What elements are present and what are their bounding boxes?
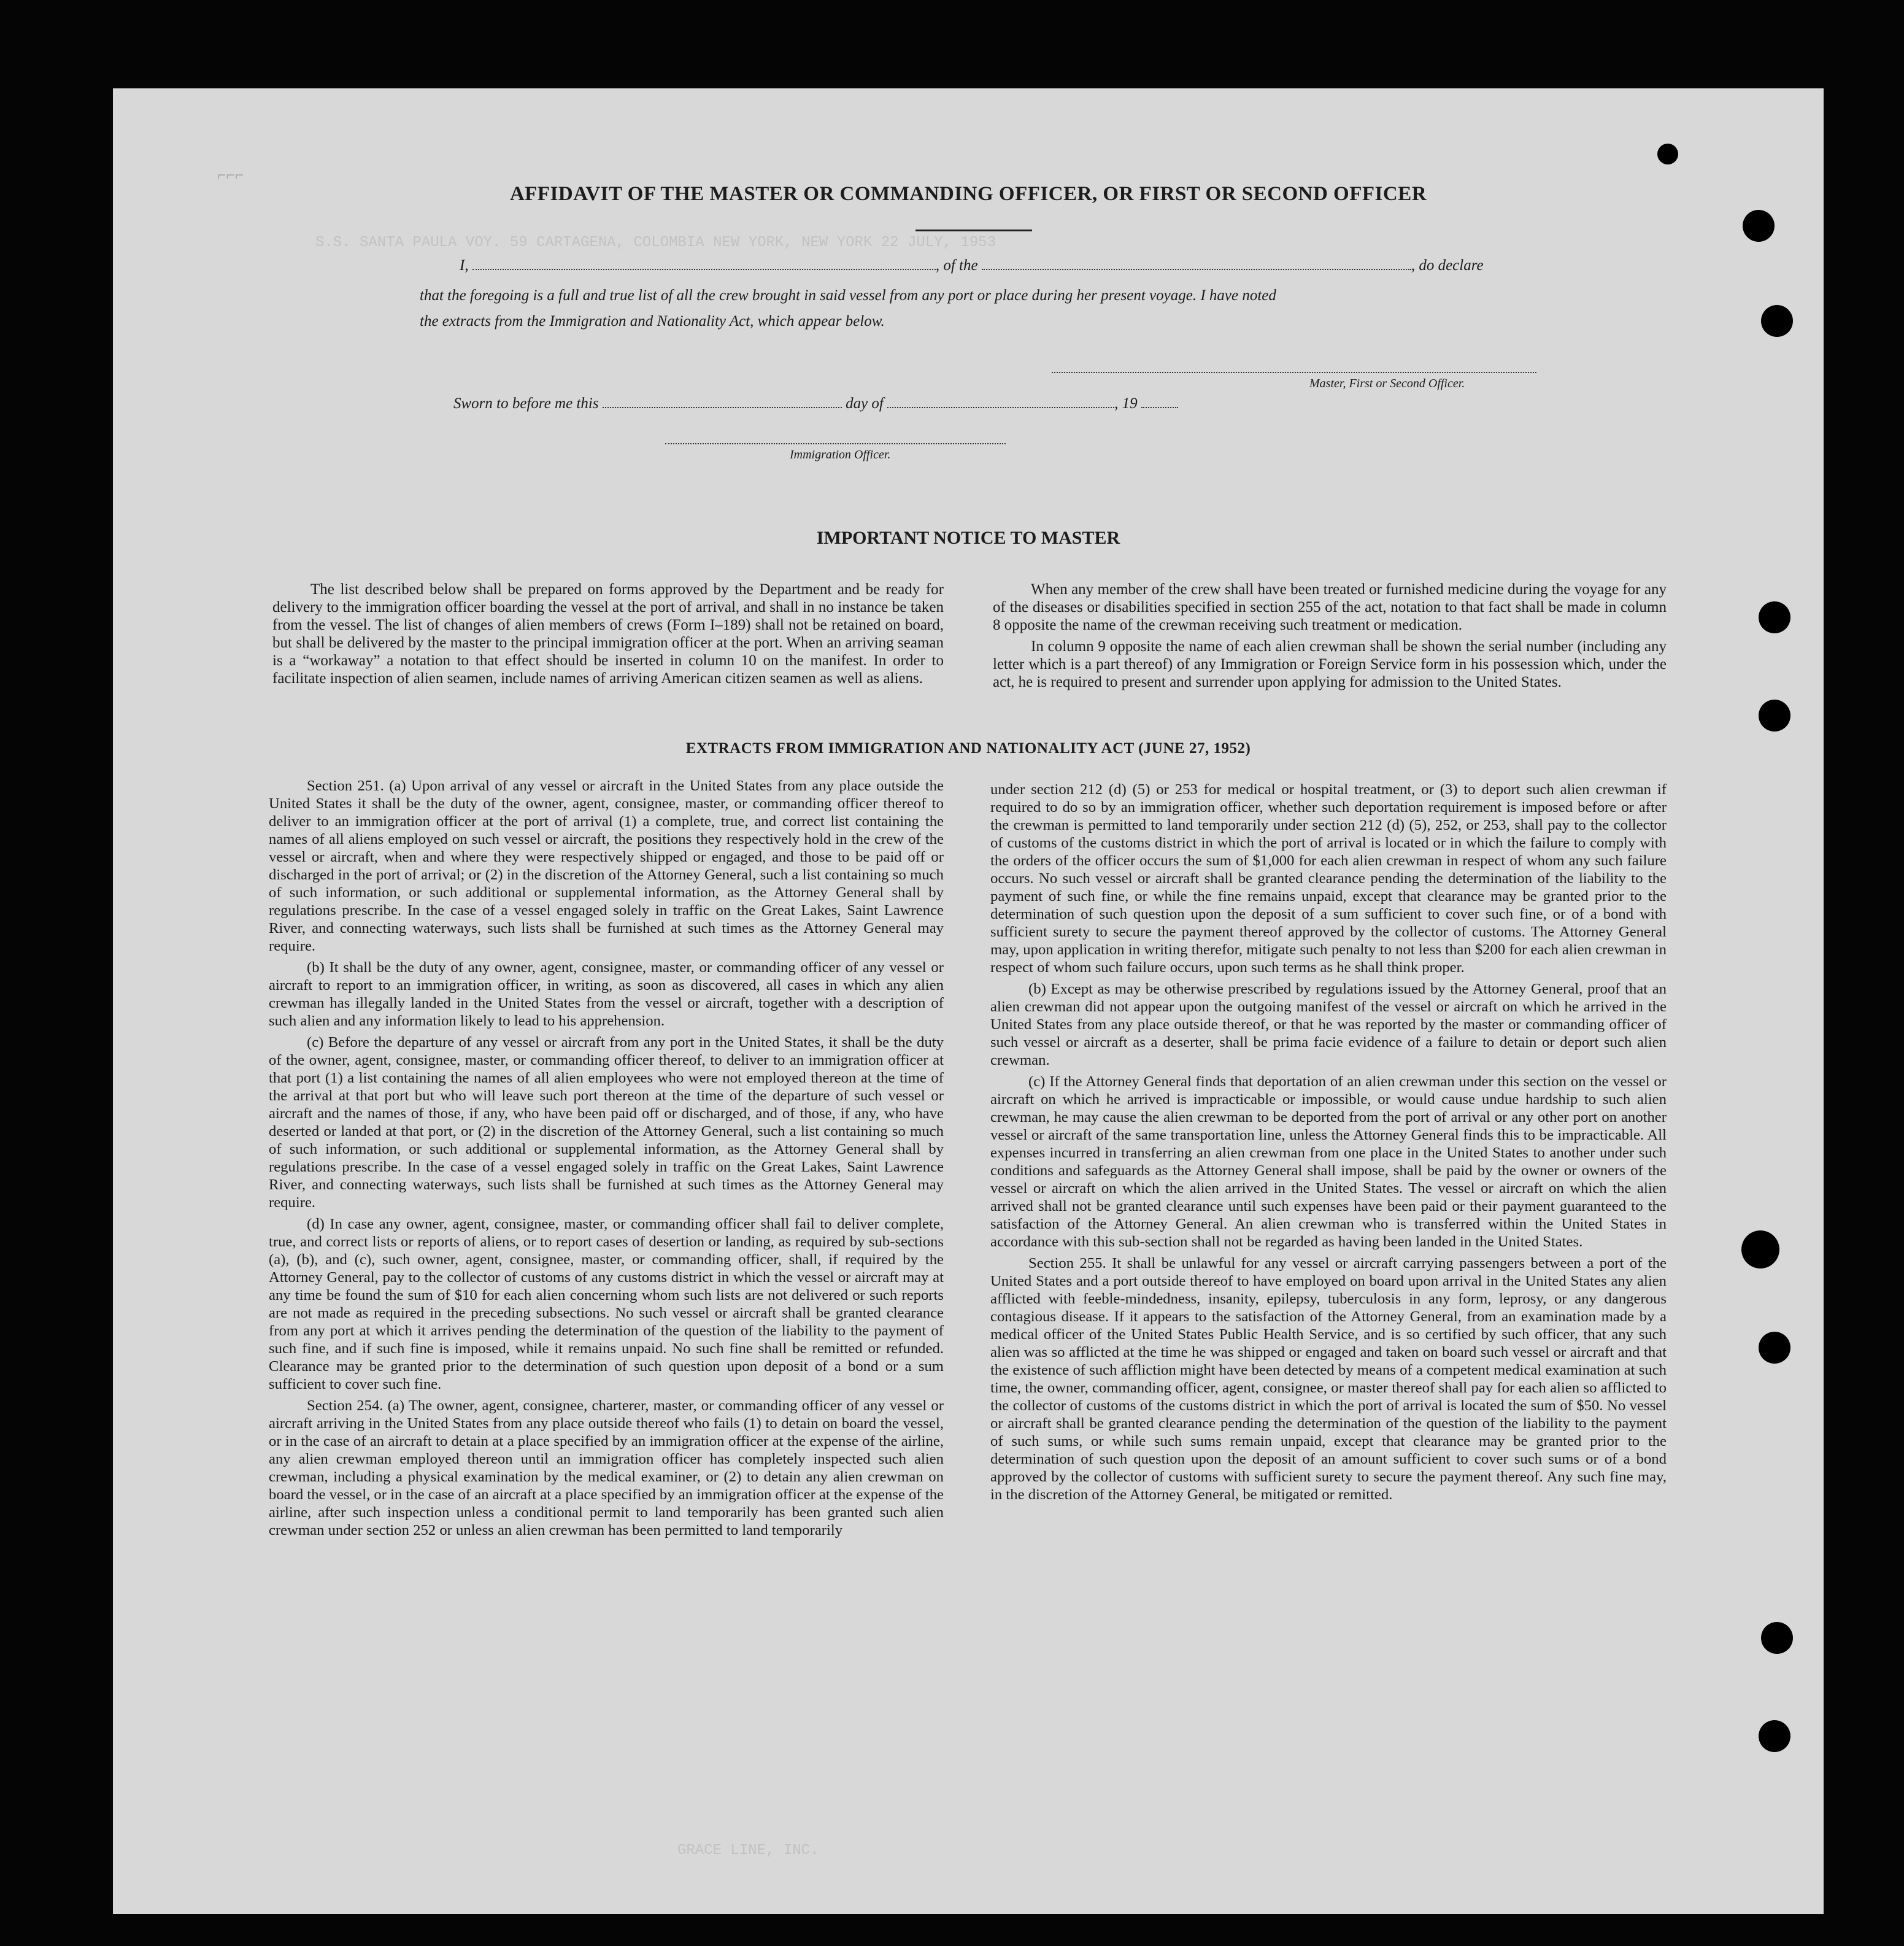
binder-hole: [1657, 144, 1678, 164]
officer-caption: Immigration Officer.: [790, 448, 891, 461]
margin-mark: ⌐⌐⌐: [217, 168, 244, 185]
sworn-line: [453, 395, 1178, 412]
extracts-left-column: [269, 777, 944, 1543]
sworn-day-field: [603, 396, 842, 408]
name-field: [472, 258, 936, 270]
officer-signature-line: [665, 443, 1006, 444]
section-254-c: (c) If the Attorney General finds that deportation of an alien crewman under this section on the vessel or aircraft on which he arrived is impracticable or impossible, or would cause undue hardship to such alien crewman, he may cause the alien crewman to be deported from the port of arrival or any other port on another vessel or aircraft of the same transportation line, unless the Attorney General finds this to be impracticable. All expenses incurred in transferring an alien crewman from one place in the United States to another under such conditions and safeguards as the Attorney General shall impose, shall be paid by the owner or owners of the vessel or aircraft on which the alien arrived in the United States. The vessel or aircraft on which the alien arrived shall not be granted clearance until such expenses have been paid or their payment guaranteed to the satisfaction of the Attorney General. An alien crewman who is transferred within the United States in accordance with this sub-section shall not be regarded as having been landed in the United States.: [990, 1073, 1667, 1250]
sworn-year-field: [1141, 396, 1178, 408]
of-the-label: , of the: [935, 257, 978, 274]
sworn-month-field: [887, 396, 1114, 408]
binder-hole: [1761, 1622, 1793, 1654]
binder-hole: [1759, 1720, 1790, 1752]
section-251-d: (d) In case any owner, agent, consignee, master, or commanding officer shall fail to deliver complete, true, and correct lists or reports of aliens, or to report cases of desertion or landing, as required by sub-sections (a), (b), and (c), such owner, agent, consignee, master, or commanding officer, shall, if required by the Attorney General, pay to the collector of customs of any customs district in which the vessel or aircraft may at any time be found the sum of $10 for each alien concerning whom such lists are not delivered or such reports are not made as required in the preceding subsections. No such vessel or aircraft shall be granted clearance from any port at which it arrives pending the determination of the question of the liability to the payment of such fine, and if such fine is imposed, while it remains unpaid. No such fine shall be remitted or refunded. Clearance may be granted prior to the determination of such question upon deposit of a bond or a sum sufficient to cover such fine.: [269, 1216, 944, 1392]
notice-right-paragraph-2: In column 9 opposite the name of each alien crewman shall be shown the serial number (including any letter which is a part thereof) of any Immigration or Foreign Service form in his possession which, under the act, he is required to present and surrender upon applying for admission to the United States.: [993, 638, 1667, 690]
section-251-c: (c) Before the departure of any vessel or aircraft from any port in the United States, it shall be the duty of the owner, agent, consignee, master, or commanding officer thereof, to deliver to an immigration officer at that port (1) a list containing the names of all alien employees who were not employed thereon at the time of the arrival at that port but who will leave such port thereon at the time of the departure of such vessel or aircraft and the names of those, if any, who have been paid off or discharged, and of those, if any, who have deserted or landed at that port, or (2) in the discretion of the Attorney General, such a list containing so much of such information, or such additional or supplemental information, as the Attorney General shall by regulations prescribe. In the case of a vessel engaged solely in traffic on the Great Lakes, Saint Lawrence River, and connecting waterways, such lists shall be furnished at such times as the Attorney General may require.: [269, 1034, 944, 1211]
declaration-text-2: the extracts from the Immigration and Nationality Act, which appear below.: [420, 313, 885, 330]
affidavit-title: AFFIDAVIT OF THE MASTER OR COMMANDING OFFICER, OR FIRST OR SECOND OFFICER: [509, 183, 1427, 205]
declaration-line: [460, 257, 1484, 274]
i-label: I,: [460, 257, 469, 274]
master-caption: Master, First or Second Officer.: [1309, 377, 1465, 390]
vessel-field: [982, 258, 1411, 270]
day-of-label: day of: [846, 395, 884, 412]
sworn-label: Sworn to before me this: [453, 395, 599, 412]
notice-right-paragraph-1: When any member of the crew shall have been treated or furnished medicine during the voyage for any of the diseases or disabilities specified in section 255 of the act, notation to that fact shall be made in column 8 opposite the name of the crewman receiving such treatment or medication.: [993, 581, 1667, 633]
notice-right-column: [993, 581, 1667, 695]
section-255: Section 255. It shall be unlawful for any vessel or aircraft carrying passengers between a port of the United States and a port outside thereof to have employed on board upon arrival in the United States any alien afflicted with feeble-mindedness, insanity, epilepsy, tuberculosis in any form, leprosy, or any dangerous contagious disease. If it appears to the satisfaction of the Attorney General, from an examination made by a medical officer of the United States Public Health Service, and is so certified by such officer, that any such alien was so afflicted at the time he was shipped or engaged and taken on board such vessel or aircraft and that the existence of such affliction might have been detected by means of a competent medical examination at such time, the owner, commanding officer, agent, consignee, or master thereof shall pay for each alien so afflicted to the collector of customs of the customs district in which the port of arrival is located the sum of $50. No vessel or aircraft shall be granted clearance pending the determination of the question of the liability to the payment of such sums, or while such sums remain unpaid, except that clearance may be granted prior to the determination of such question upon the deposit of an amount sufficient to cover such sums or of a bond approved by the collector of customs with sufficient surety to secure the payment thereof. Any such fine may, in the discretion of the Attorney General, be mitigated or remitted.: [990, 1255, 1667, 1503]
binder-hole: [1741, 1230, 1779, 1268]
notice-left-column: [272, 581, 944, 691]
binder-hole: [1759, 700, 1790, 732]
binder-hole: [1759, 1332, 1790, 1364]
bleedthrough-footer: GRACE LINE, INC.: [677, 1842, 819, 1859]
extracts-right-column: [990, 781, 1667, 1507]
binder-hole: [1743, 210, 1775, 242]
section-251-b: (b) It shall be the duty of any owner, agent, consignee, master, or commanding officer of any vessel or aircraft to report to an immigration officer, in writing, as soon as discovered, all cases in which any alien crewman has illegally landed in the United States from the vessel or aircraft, together with a description of such alien and any information likely to lead to his apprehension.: [269, 959, 944, 1029]
section-251-a: Section 251. (a) Upon arrival of any vessel or aircraft in the United States from any place outside the United States it shall be the duty of the owner, agent, consignee, master, or commanding officer thereof to deliver to an immigration officer at the port of arrival (1) a complete, true, and correct list containing the names of all aliens employed on such vessel or aircraft, the positions they respectively hold in the crew of the vessel or aircraft, when and where they were respectively shipped or engaged, and those to be paid off or discharged in the port of arrival; or (2) in the discretion of the Attorney General, such a list containing so much of such information, or such additional or supplemental information, as the Attorney General shall by regulations prescribe. In the case of a vessel engaged solely in traffic on the Great Lakes, Saint Lawrence River, and connecting waterways, such lists shall be furnished at such times as the Attorney General may require.: [269, 778, 944, 954]
document-page: [113, 88, 1824, 1914]
notice-left-paragraph: The list described below shall be prepared on forms approved by the Department and be ready for delivery to the immigration officer boarding the vessel at the port of arrival, and shall in no instance be taken from the vessel. The list of changes of alien members of crews (Form I–189) shall not be retained on board, but shall be delivered by the master to the principal immigration officer at the port. When an arriving seaman is a “workaway” a notation to that effect should be inserted in column 10 on the manifest. In order to facilitate inspection of alien seamen, include names of arriving American citizen seamen as well as aliens.: [272, 581, 944, 687]
title-rule: [915, 230, 1032, 231]
year-label: , 19: [1114, 395, 1138, 412]
extracts-title: EXTRACTS FROM IMMIGRATION AND NATIONALITY ACT (JUNE 27, 1952): [685, 740, 1251, 757]
bleedthrough-header: S.S. SANTA PAULA VOY. 59 CARTAGENA, COLOMBIA NEW YORK, NEW YORK 22 JULY, 1953: [315, 234, 996, 251]
section-254-a: Section 254. (a) The owner, agent, consignee, charterer, master, or commanding officer of any vessel or aircraft arriving in the United States from any place outside thereof who fails (1) to detain on board the vessel, or in the case of an aircraft to detain at a place specified by an immigration officer at the expense of the airline, any alien crewman employed thereon until an immigration officer has completely inspected such alien crewman, including a physical examination by the medical examiner, or (2) to detain any alien crewman on board the vessel, or in the case of an aircraft at a place specified by an immigration officer at the expense of the airline, after such inspection unless a conditional permit to land temporarily has been granted such alien crewman under section 252 or unless an alien crewman has been permitted to land temporarily: [269, 1397, 944, 1539]
section-254-b: (b) Except as may be otherwise prescribed by regulations issued by the Attorney General, proof that an alien crewman did not appear upon the outgoing manifest of the vessel or aircraft on which he arrived in the United States from any place outside thereof, or that he was reported by the master or commanding officer of such vessel or aircraft as a deserter, shall be prima facie evidence of a failure to detain or deport such alien crewman.: [990, 981, 1667, 1068]
master-signature-line: [1052, 372, 1536, 373]
declare-label: , do declare: [1411, 257, 1484, 274]
notice-title: IMPORTANT NOTICE TO MASTER: [816, 528, 1120, 548]
binder-hole: [1759, 601, 1790, 633]
section-254-a-continued: under section 212 (d) (5) or 253 for medical or hospital treatment, or (3) to deport such alien crewman if required to do so by an immigration officer, whether such deportation requirement is imposed before or after the crewman is permitted to land temporarily under section 212 (d) (5), 252, or 253, shall pay to the collector of customs of the customs district in which the port of arrival is located or in which the failure to comply with the orders of the officer occurs the sum of $1,000 for each alien crewman in respect of whom any such failure occurs. No such vessel or aircraft shall be granted clearance pending the determination of the liability to the payment of such fine, or while the fine remains unpaid, except that clearance may be granted prior to the determination of such question upon the deposit of a sum sufficient to cover such fine, or of a bond with sufficient surety to secure the payment thereof approved by the collector of customs. The Attorney General may, upon application in writing therefor, mitigate such penalty to not less than $200 for each alien crewman in respect of whom such failure occurs, upon such terms as he shall think proper.: [990, 781, 1667, 976]
declaration-text-1: that the foregoing is a full and true list of all the crew brought in said vessel from any port or place during her present voyage. I have noted: [420, 287, 1276, 304]
binder-hole: [1761, 305, 1793, 337]
